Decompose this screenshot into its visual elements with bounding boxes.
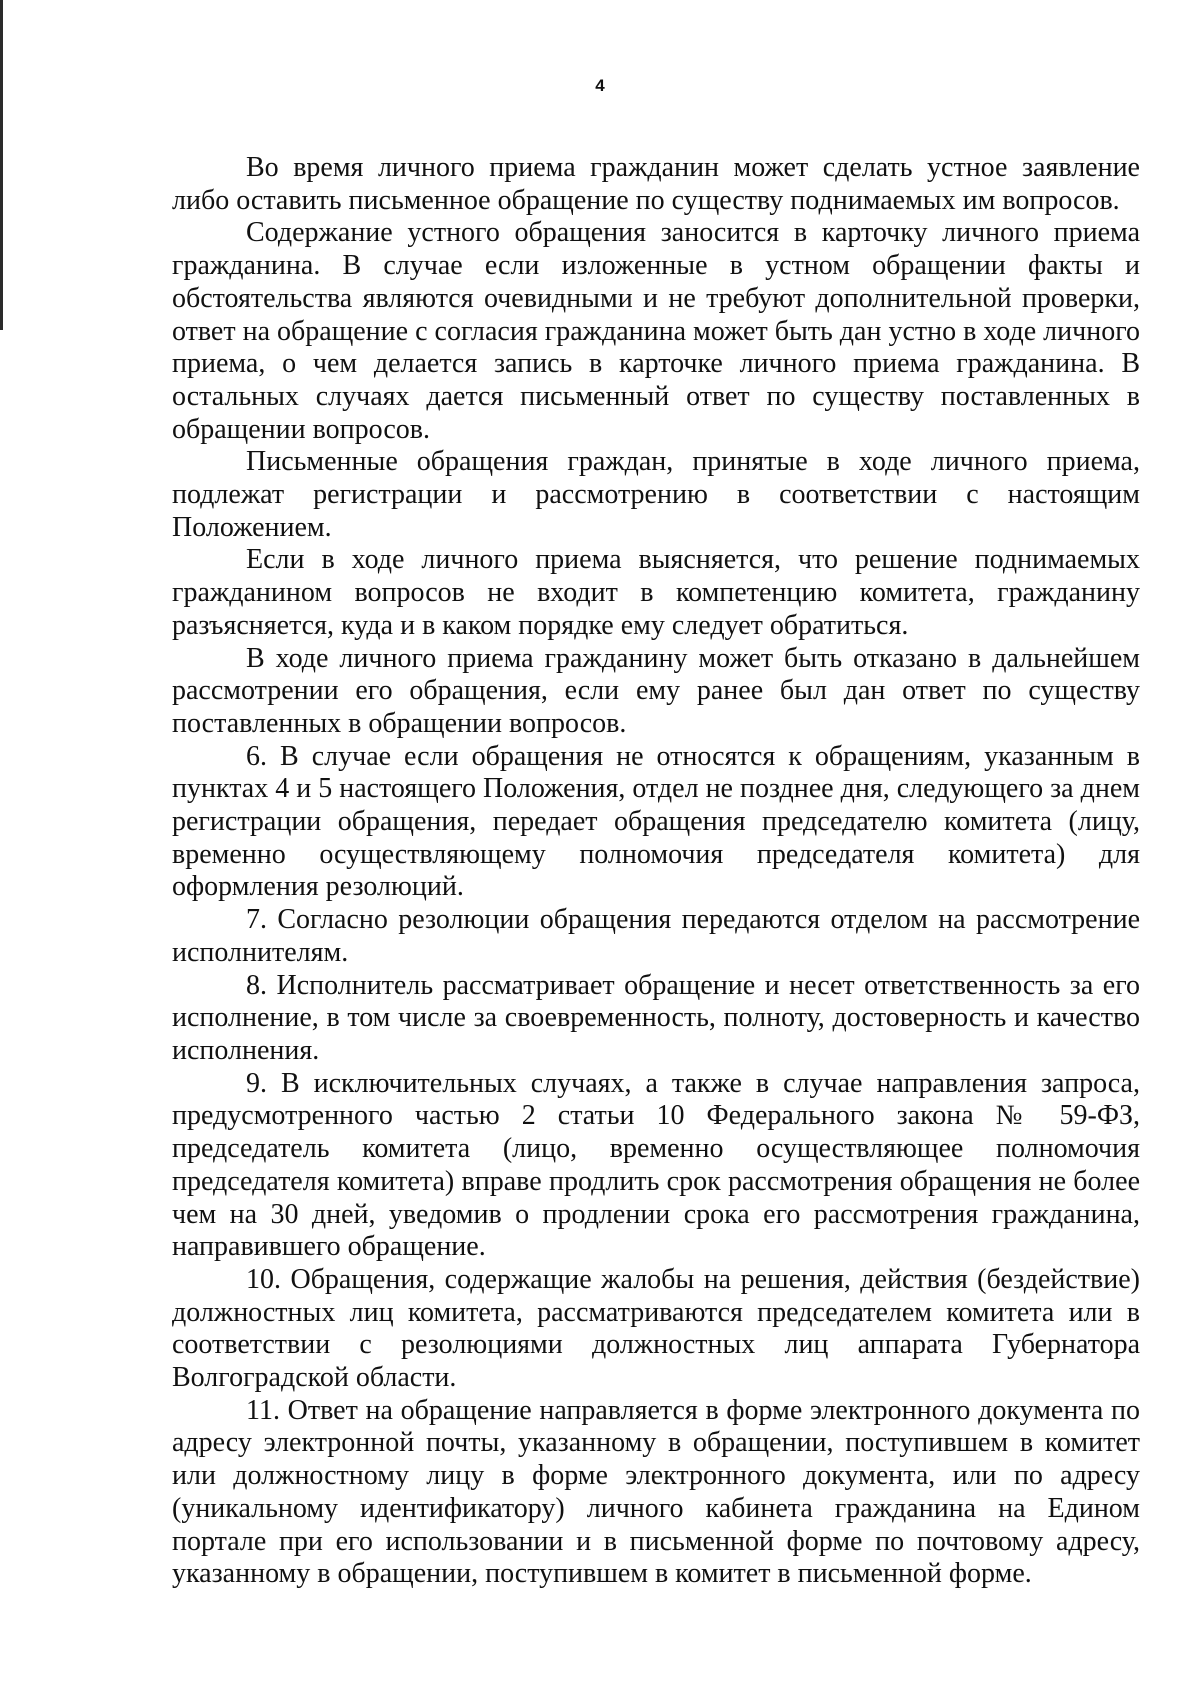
- paragraph: В ходе личного приема гражданину может быть отказано в дальнейшем рассмотрении его обращения, если ему ранее был дан ответ по существу поставленных в обращении вопросов.: [172, 642, 1140, 739]
- paragraph: Содержание устного обращения заносится в карточку личного приема гражданина. В случае если изложенные в устном обращении факты и обстоятельства являются очевидными и не требуют дополнительной проверки, ответ на обращение с согласия гражданина может быть дан устно в ходе личного приема, о чем делается запись в карточке личного приема гражданина. В остальных случаях дается письменный ответ по существу поставленных в обращении вопросов.: [172, 217, 1140, 445]
- paragraph-item-6: 6. В случае если обращения не относятся к обращениям, указанным в пунктах 4 и 5 настоящего Положения, отдел не позднее дня, следующего за днем регистрации обращения, передает обращения председателю комитета (лицу, временно осуществляющему полномочия председателя комитета) для оформления резолюций.: [172, 740, 1140, 903]
- paragraph: Во время личного приема гражданин может сделать устное заявление либо оставить письменное обращение по существу поднимаемых им вопросов.: [172, 152, 1140, 216]
- paragraph-item-9: 9. В исключительных случаях, а также в случае направления запроса, предусмотренного частью 2 статьи 10 Федерального закона № 59-ФЗ, председатель комитета (лицо, временно осуществляющее полномочия председателя комитета) вправе продлить срок рассмотрения обращения не более чем на 30 дней, уведомив о продлении срока его рассмотрения гражданина, направившего обращение.: [172, 1067, 1140, 1263]
- scan-edge-mark: [0, 0, 3, 330]
- paragraph: Если в ходе личного приема выясняется, что решение поднимаемых гражданином вопросов не входит в компетенцию комитета, гражданину разъясняется, куда и в каком порядке ему следует обратиться.: [172, 544, 1140, 641]
- document-body: [172, 152, 1140, 1591]
- paragraph-item-7: 7. Согласно резолюции обращения передаются отделом на рассмотрение исполнителям.: [172, 904, 1140, 968]
- paragraph-item-8: 8. Исполнитель рассматривает обращение и несет ответственность за его исполнение, в том числе за своевременность, полноту, достоверность и качество исполнения.: [172, 969, 1140, 1066]
- paragraph-item-11: 11. Ответ на обращение направляется в форме электронного документа по адресу электронной почты, указанному в обращении, поступившем в комитет или должностному лицу в форме электронного документа, или по адресу (уникальному идентификатору) личного кабинета гражданина на Едином портале при его использовании и в письменной форме по почтовому адресу, указанному в обращении, поступившем в комитет в письменной форме.: [172, 1394, 1140, 1590]
- paragraph: Письменные обращения граждан, принятые в ходе личного приема, подлежат регистрации и рассмотрению в соответствии с настоящим Положением.: [172, 446, 1140, 543]
- paragraph-item-10: 10. Обращения, содержащие жалобы на решения, действия (бездействие) должностных лиц комитета, рассматриваются председателем комитета или в соответствии с резолюциями должностных лиц аппарата Губернатора Волгоградской области.: [172, 1263, 1140, 1394]
- page-number: 4: [595, 76, 605, 95]
